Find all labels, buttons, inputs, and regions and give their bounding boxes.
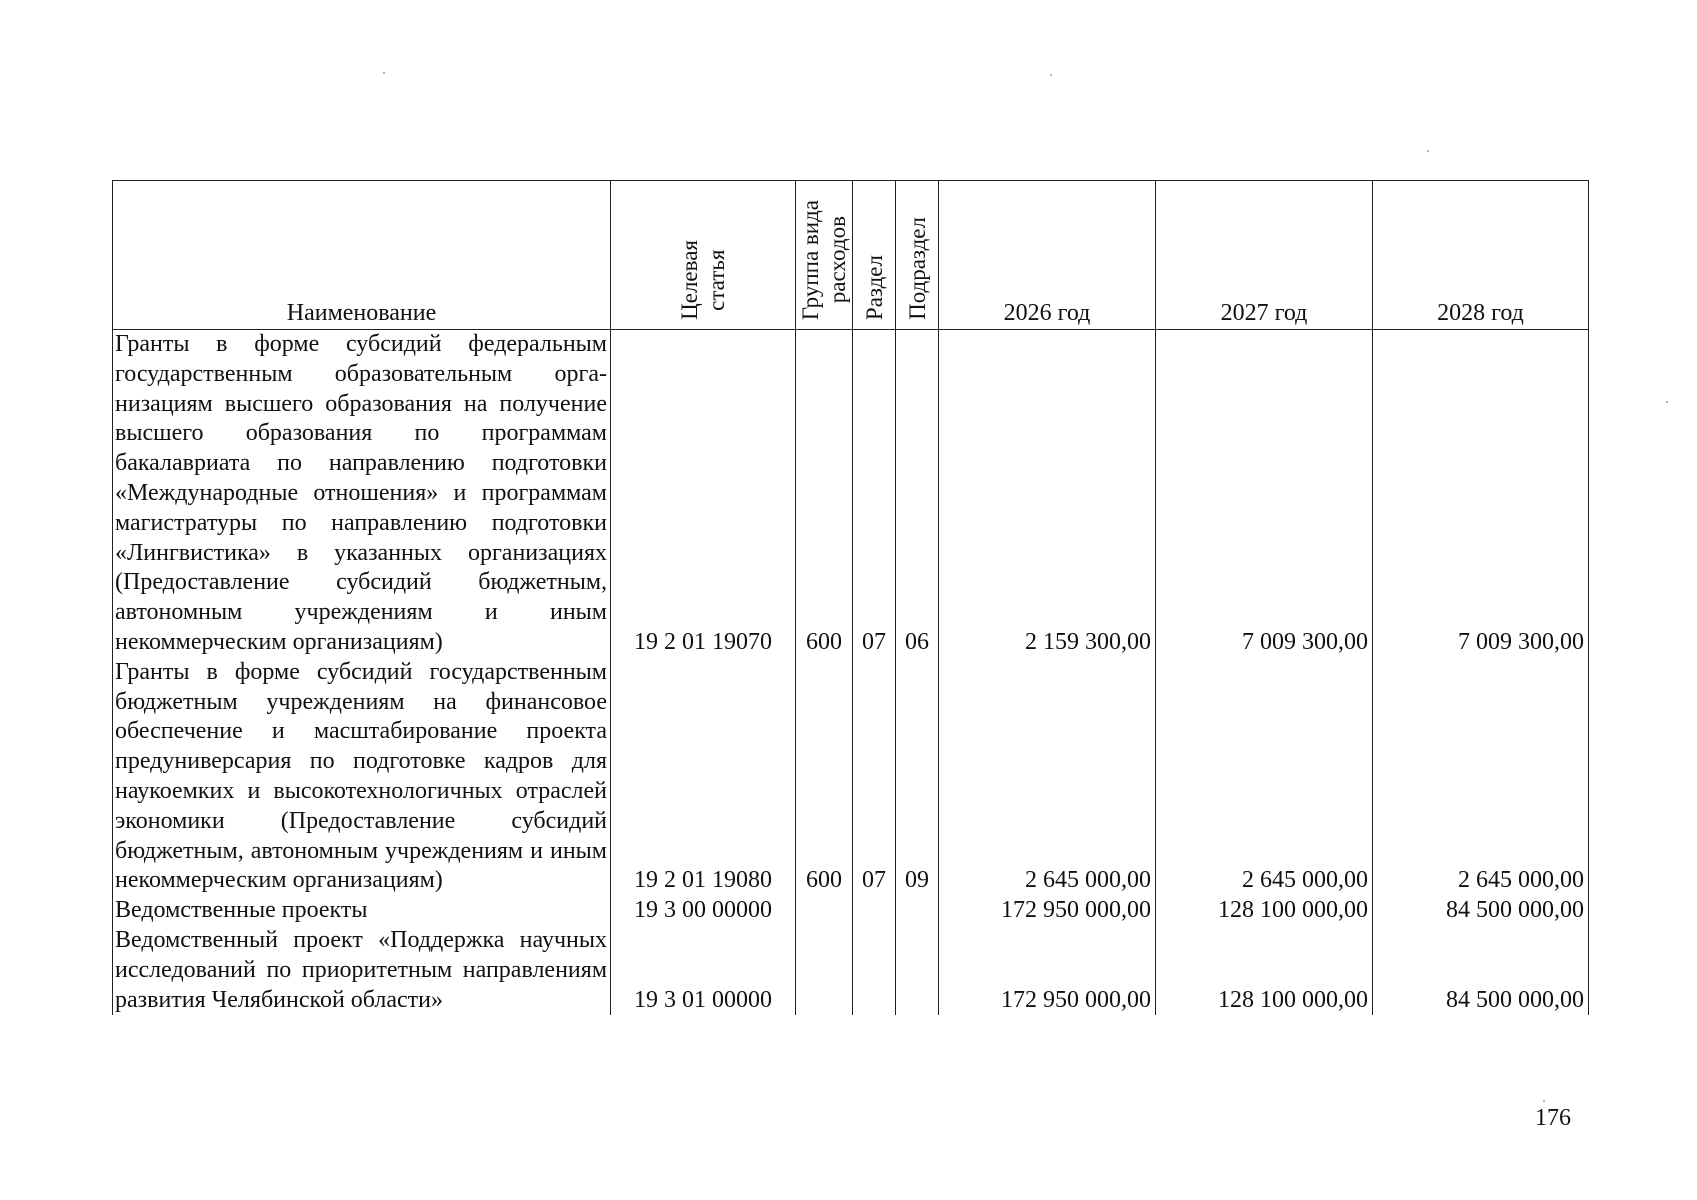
budget-table bbox=[112, 180, 1589, 1015]
header-year-2027: 2027 год bbox=[1156, 181, 1373, 330]
header-row bbox=[113, 181, 1589, 330]
row-name: Гранты в форме субсидий государственным бюджетным учреждениям на финансовое обеспечение и масштабирование проекта предуниверсария по подготовке кадров для наукоемких и высокотехнологичных отраслей экономики (Предоставление субсидий бюджетным, автономным учреждениям и иным некоммерческим организациям) bbox=[113, 658, 611, 896]
page-number: 176 bbox=[1535, 1105, 1571, 1131]
scan-speck bbox=[1666, 401, 1668, 403]
row-amount-2028: 2 645 000,00 bbox=[1373, 658, 1589, 896]
row-name: Ведомственный проект «Поддержка научных исследований по приоритетным направлениям развития Челябинской области» bbox=[113, 926, 611, 1015]
header-expense-group bbox=[796, 181, 853, 330]
header-name: Наименование bbox=[113, 181, 611, 330]
row-amount-2028: 84 500 000,00 bbox=[1373, 896, 1589, 926]
table-row bbox=[113, 658, 1589, 896]
row-section: 07 bbox=[853, 658, 896, 896]
header-expense-group-label: Группа вида расходов bbox=[798, 200, 850, 321]
row-target-article: 19 3 01 00000 bbox=[611, 926, 796, 1015]
row-target-article: 19 3 00 00000 bbox=[611, 896, 796, 926]
row-amount-2026: 2 159 300,00 bbox=[939, 330, 1156, 658]
scan-speck bbox=[1050, 74, 1052, 76]
row-section bbox=[853, 926, 896, 1015]
row-amount-2028: 7 009 300,00 bbox=[1373, 330, 1589, 658]
row-amount-2027: 2 645 000,00 bbox=[1156, 658, 1373, 896]
row-target-article: 19 2 01 19080 bbox=[611, 658, 796, 896]
row-subsection bbox=[896, 896, 939, 926]
row-expense-group: 600 bbox=[796, 658, 853, 896]
scan-speck bbox=[1543, 1100, 1545, 1102]
row-name: Гранты в форме субсидий федеральным государственным образовательным организациям высшего образования на получение высшего образования по программам бакалавриата по направлению подготовки «Международные отношения» и программам магистратуры по направлению подготовки «Лингвистика» в указанных организациях (Предоставление субсидий бюджетным, автономным учреждениям и иным некоммерческим организациям) bbox=[113, 330, 611, 658]
row-section bbox=[853, 896, 896, 926]
row-subsection bbox=[896, 926, 939, 1015]
row-section: 07 bbox=[853, 330, 896, 658]
row-subsection: 09 bbox=[896, 658, 939, 896]
table-row bbox=[113, 926, 1589, 1015]
header-target-article bbox=[611, 181, 796, 330]
table-row bbox=[113, 330, 1589, 658]
row-amount-2027: 128 100 000,00 bbox=[1156, 926, 1373, 1015]
header-year-2028: 2028 год bbox=[1373, 181, 1589, 330]
header-section bbox=[853, 181, 896, 330]
row-name: Ведомственные проекты bbox=[113, 896, 611, 926]
row-amount-2026: 172 950 000,00 bbox=[939, 896, 1156, 926]
header-section-label: Раздел bbox=[861, 255, 887, 321]
row-expense-group bbox=[796, 896, 853, 926]
row-target-article: 19 2 01 19070 bbox=[611, 330, 796, 658]
row-subsection: 06 bbox=[896, 330, 939, 658]
row-amount-2027: 128 100 000,00 bbox=[1156, 896, 1373, 926]
row-expense-group bbox=[796, 926, 853, 1015]
scan-speck bbox=[1427, 150, 1429, 152]
table-row bbox=[113, 896, 1589, 926]
scan-speck bbox=[383, 72, 385, 74]
row-amount-2028: 84 500 000,00 bbox=[1373, 926, 1589, 1015]
header-year-2026: 2026 год bbox=[939, 181, 1156, 330]
row-expense-group: 600 bbox=[796, 330, 853, 658]
header-subsection-label: Подраздел bbox=[904, 217, 930, 321]
row-amount-2026: 2 645 000,00 bbox=[939, 658, 1156, 896]
row-amount-2027: 7 009 300,00 bbox=[1156, 330, 1373, 658]
header-subsection bbox=[896, 181, 939, 330]
header-target-article-label: Целевая статья bbox=[677, 240, 729, 321]
row-amount-2026: 172 950 000,00 bbox=[939, 926, 1156, 1015]
